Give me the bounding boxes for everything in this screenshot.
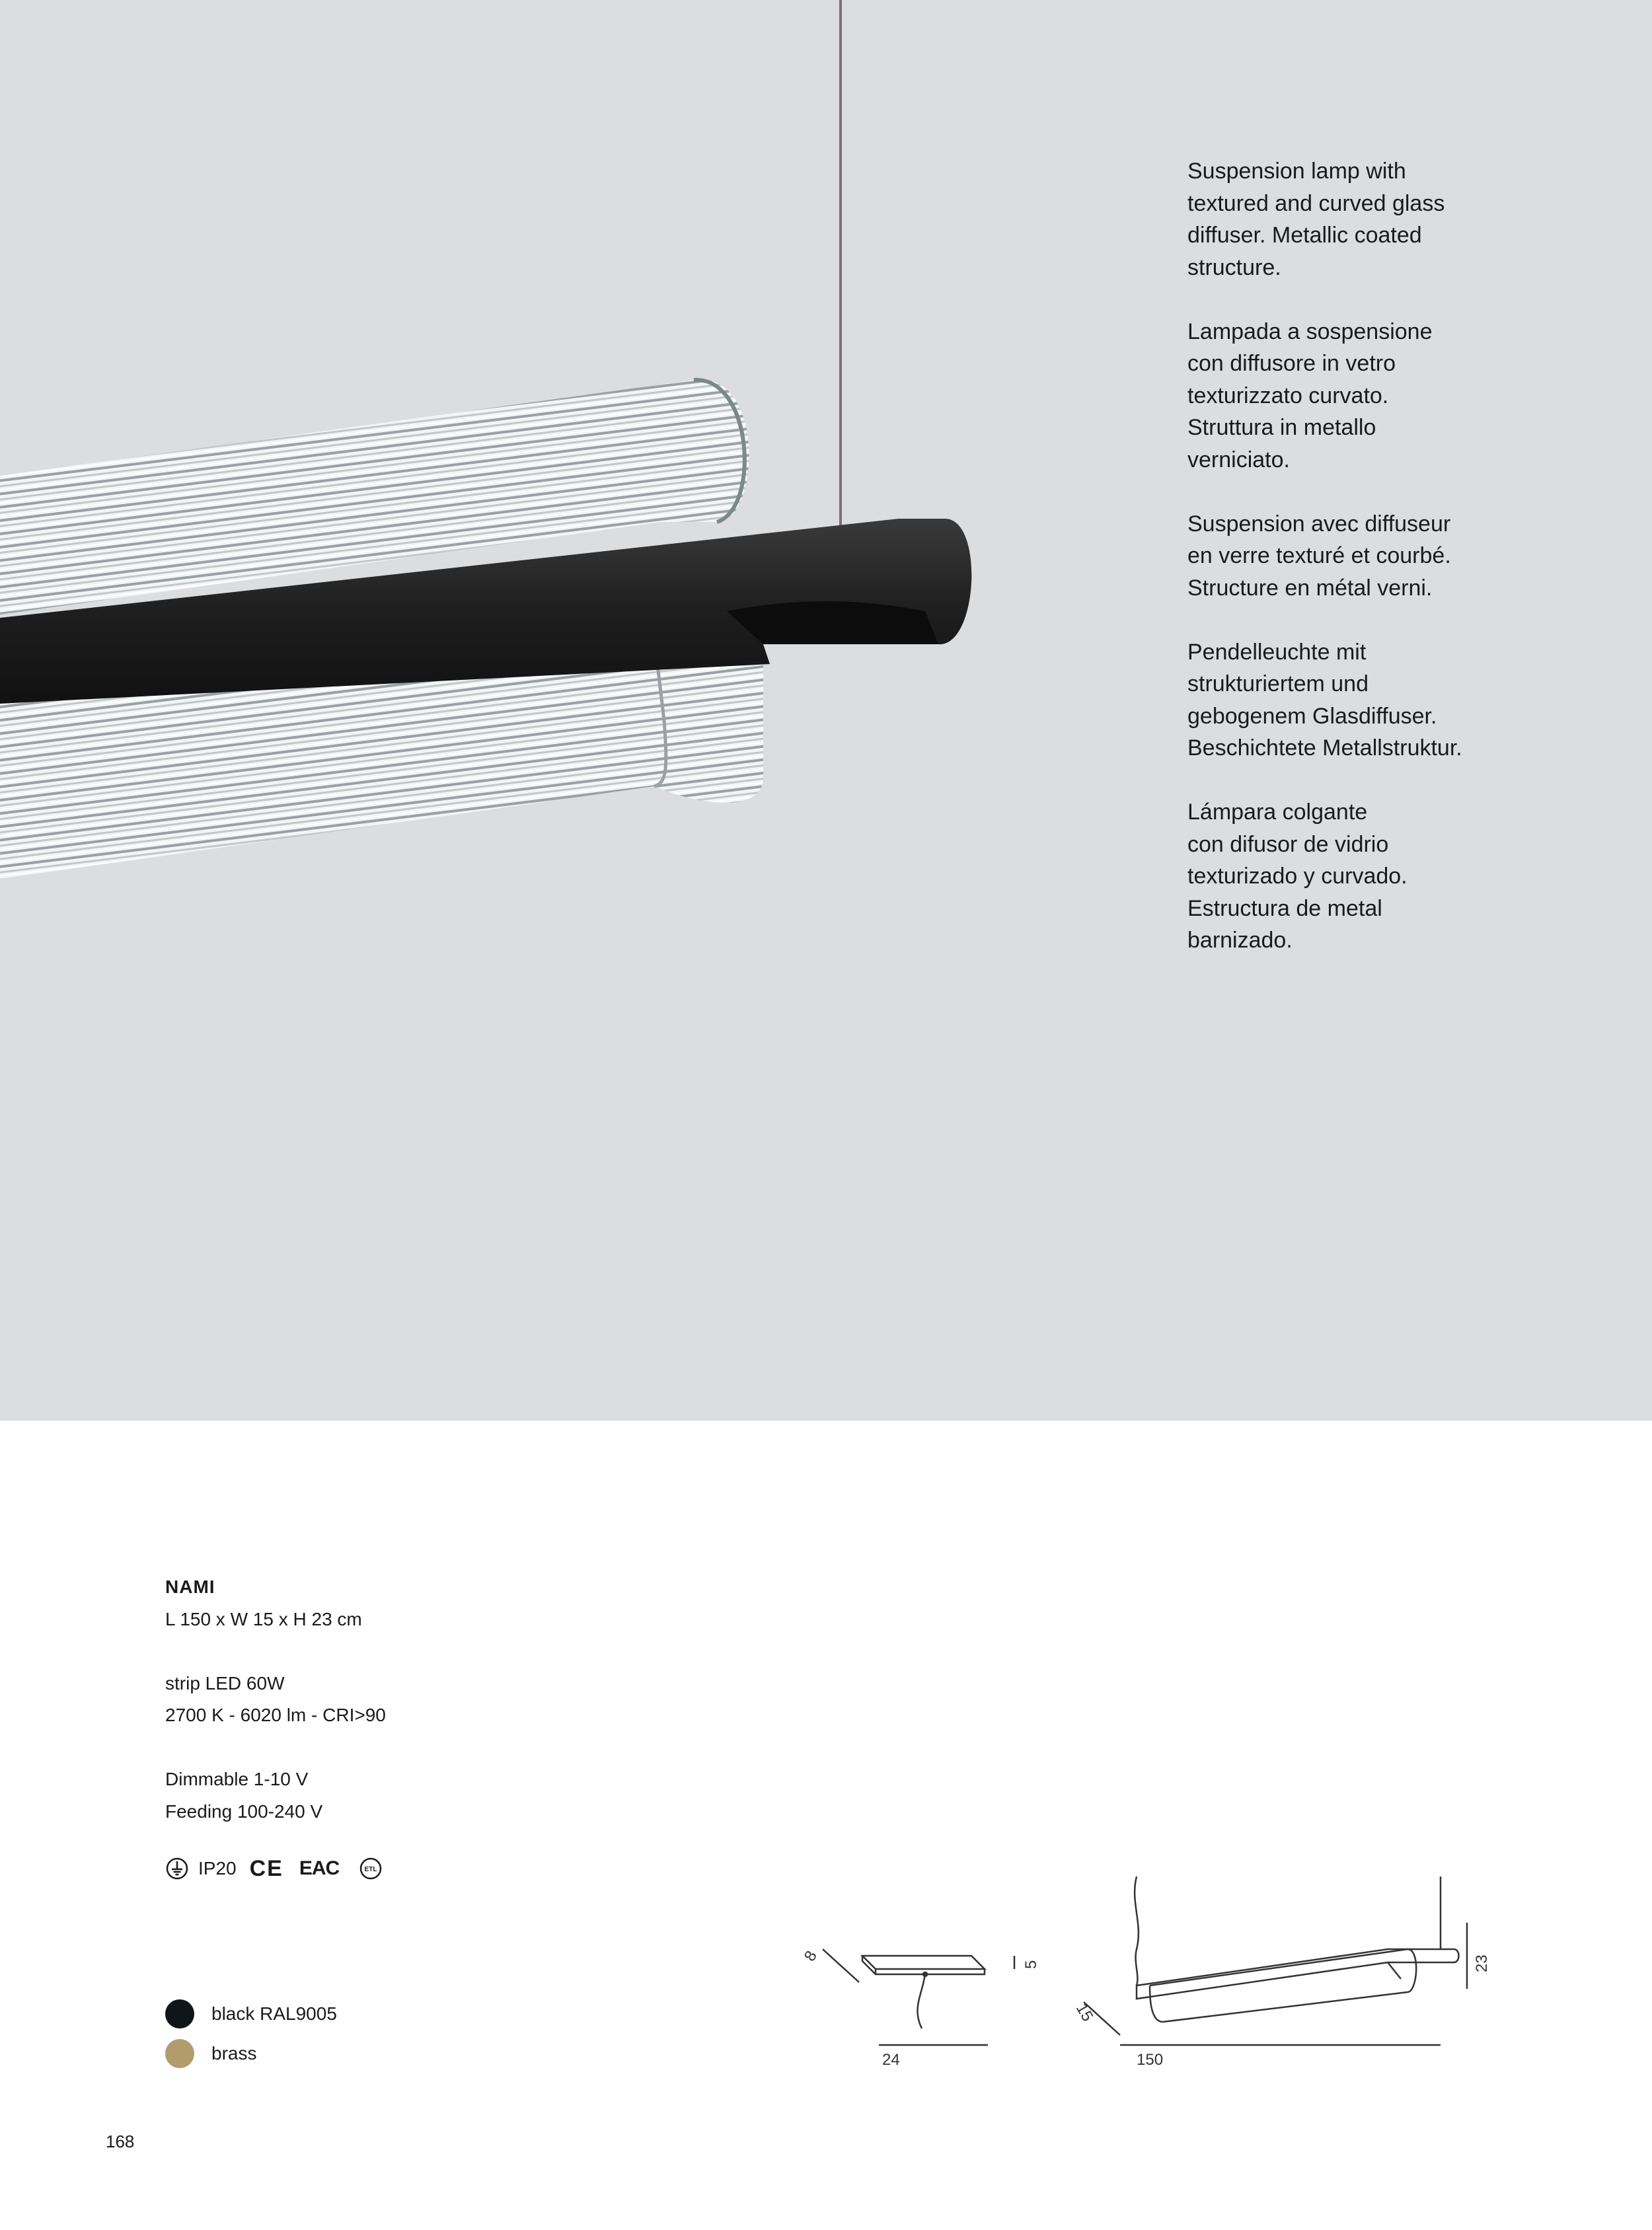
description-german: Pendelleuchte mit strukturiertem und gebogenem Glasdiffuser. Beschichtete Metallstruktur. <box>1187 639 1462 761</box>
page-number: 168 <box>106 2132 135 2151</box>
color-swatch-brass <box>165 2039 194 2068</box>
finish-item-black <box>165 1994 337 2034</box>
feeding-spec: Feeding 100-240 V <box>165 1801 323 1822</box>
product-name: NAMI <box>165 1577 215 1597</box>
lamp-drawing <box>1084 1877 1467 2045</box>
ip-rating: IP20 <box>198 1858 237 1878</box>
svg-text:ETL: ETL <box>364 1866 377 1873</box>
light-specs: 2700 K - 6020 lm - CRI>90 <box>165 1705 386 1725</box>
description-french: Suspension avec diffuseur en verre texturé et courbé. Structure en métal verni. <box>1187 511 1451 601</box>
canopy-depth-label: 8 <box>800 1947 821 1964</box>
description-english: Suspension lamp with textured and curved glass diffuser. Metallic coated structure. <box>1187 159 1445 280</box>
product-dimensions: L 150 x W 15 x H 23 cm <box>165 1608 362 1629</box>
finish-label-brass: brass <box>211 2043 257 2063</box>
finish-label-black: black RAL9005 <box>211 2003 337 2024</box>
eac-mark-icon: EAC <box>299 1857 340 1879</box>
dimmable-spec: Dimmable 1-10 V <box>165 1769 309 1789</box>
canopy-width-label: 24 <box>882 2051 900 2069</box>
finish-list <box>165 1994 337 2073</box>
canopy-height-label: 5 <box>1022 1960 1040 1969</box>
class-one-ground-icon <box>165 1857 189 1880</box>
color-swatch-black <box>165 1999 194 2028</box>
spec-block <box>165 1571 628 1828</box>
ce-mark-icon: CE <box>249 1855 283 1881</box>
lamp-length-label: 150 <box>1137 2051 1164 2069</box>
description-spanish: Lámpara colgante con difusor de vidrio texturizado y curvado. Estructura de metal barnizado. <box>1187 799 1408 953</box>
canopy-drawing <box>823 1949 1014 2045</box>
lamp-depth-label: 15 <box>1072 2000 1097 2025</box>
finish-item-brass <box>165 2034 337 2073</box>
certification-row <box>165 1855 383 1882</box>
light-source: strip LED 60W <box>165 1672 285 1693</box>
etl-listed-icon <box>359 1857 383 1880</box>
description-block <box>1187 155 1597 988</box>
technical-drawings <box>793 1863 1520 2075</box>
lamp-height-label: 23 <box>1473 1954 1491 1972</box>
description-italian: Lampada a sospensione con diffusore in vetro texturizzato curvato. Struttura in metallo verniciato. <box>1187 318 1433 472</box>
